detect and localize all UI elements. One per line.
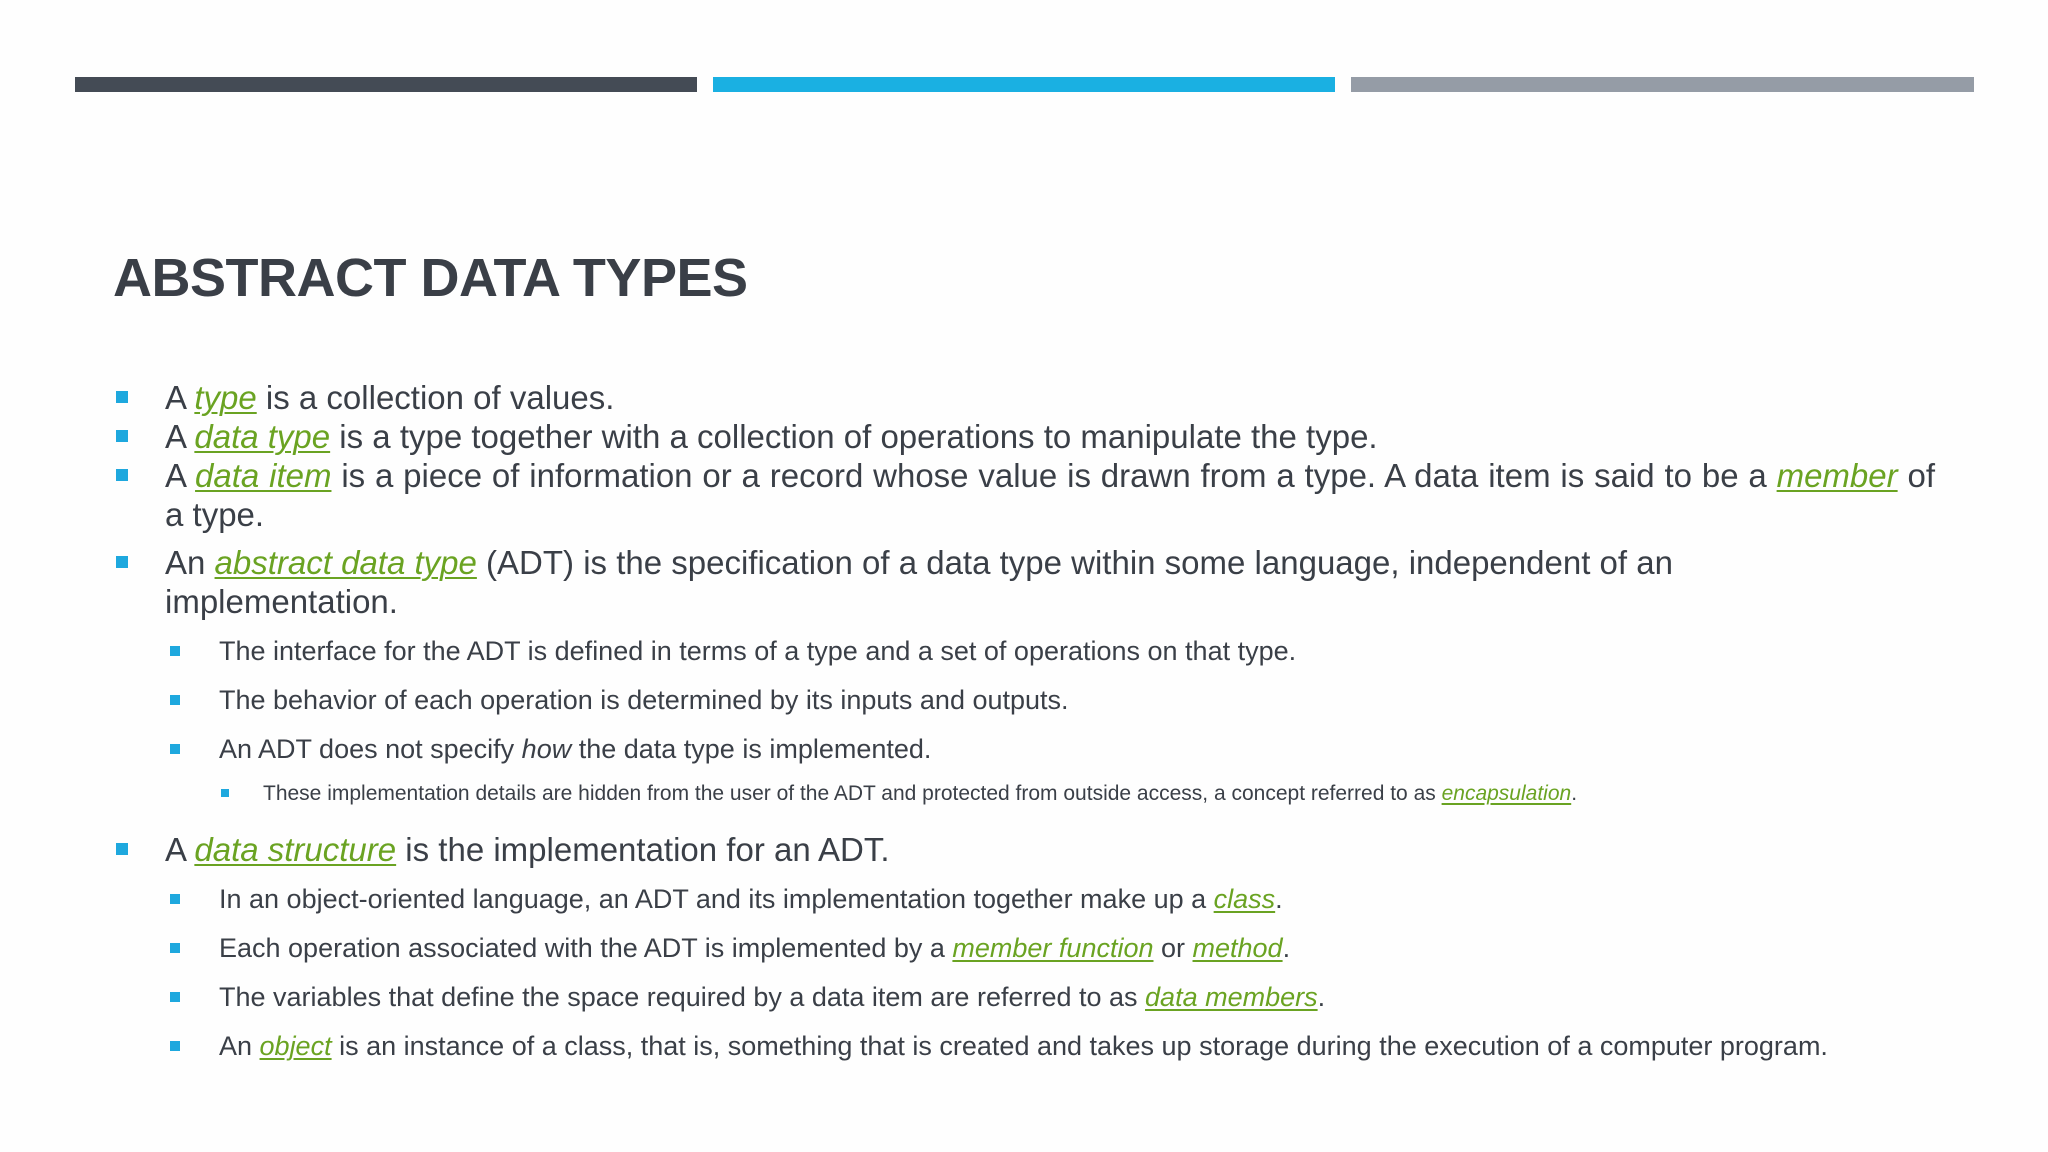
text: An	[219, 1031, 260, 1061]
bullet-marker	[170, 1041, 180, 1051]
sub-sub-bullet-encapsulation	[113, 780, 1935, 808]
header-bar-accent	[713, 77, 1335, 92]
sub-bullet-interface	[113, 635, 1935, 668]
text: A	[165, 457, 196, 494]
bullet-marker	[116, 556, 128, 568]
text: of a type.	[165, 457, 1935, 533]
sub-bullet-object	[113, 1030, 1935, 1063]
bullet-marker	[170, 646, 180, 656]
slide-body	[113, 378, 1935, 1063]
bullet-abstract-data-type	[113, 543, 1935, 621]
text: .	[1317, 982, 1326, 1012]
slide-title: ABSTRACT DATA TYPES	[113, 248, 748, 308]
sub-bullet-member-function	[113, 932, 1935, 965]
link-type[interactable]: type	[194, 379, 257, 416]
link-data-structure[interactable]: data structure	[194, 831, 397, 868]
text: is the implementation for an ADT.	[396, 831, 890, 868]
text: A	[165, 379, 195, 416]
bullet-data-item	[113, 456, 1935, 534]
text: The interface for the ADT is defined in terms of a type and a set of operations on that type.	[219, 636, 1297, 666]
text: is an instance of a class, that is, something that is created and takes up storage during the execution of a computer program.	[331, 1031, 1828, 1061]
text: The behavior of each operation is determined by its inputs and outputs.	[219, 685, 1069, 715]
link-object[interactable]: object	[259, 1031, 332, 1061]
text: An ADT does not specify	[219, 734, 522, 764]
bullet-data-type	[113, 417, 1935, 456]
link-data-type[interactable]: data type	[194, 418, 331, 455]
sub-bullet-class	[113, 883, 1935, 916]
sub-bullet-how	[113, 733, 1935, 766]
text: A	[165, 418, 195, 455]
text: .	[1275, 884, 1283, 914]
text: The variables that define the space required by a data item are referred to as	[219, 982, 1146, 1012]
emphasis-how: how	[521, 734, 572, 764]
bullet-data-structure	[113, 830, 1935, 869]
bullet-marker	[170, 894, 180, 904]
text: Each operation associated with the ADT is implemented by a	[219, 933, 953, 963]
link-abstract-data-type[interactable]: abstract data type	[214, 544, 477, 581]
link-member[interactable]: member	[1776, 457, 1898, 494]
bullet-marker	[116, 469, 128, 481]
link-data-members[interactable]: data members	[1145, 982, 1318, 1012]
text: .	[1571, 782, 1578, 805]
bullet-marker	[170, 695, 180, 705]
bullet-type	[113, 378, 1935, 417]
link-data-item[interactable]: data item	[195, 457, 332, 494]
text: In an object-oriented language, an ADT and its implementation together make up a	[219, 884, 1214, 914]
text: A	[165, 831, 195, 868]
text: An	[165, 544, 215, 581]
header-bar-gray	[1351, 77, 1974, 92]
text: .	[1282, 933, 1291, 963]
link-member-function[interactable]: member function	[952, 933, 1154, 963]
bullet-marker	[221, 789, 229, 797]
text: or	[1153, 933, 1193, 963]
text: These implementation details are hidden from the user of the ADT and protected from outside access, a concept referred to as	[263, 782, 1442, 805]
link-method[interactable]: method	[1192, 933, 1283, 963]
text: is a type together with a collection of operations to manipulate the type.	[330, 418, 1378, 455]
bullet-marker	[170, 943, 180, 953]
text: is a piece of information or a record whose value is drawn from a type. A data item is said to be a	[331, 457, 1777, 494]
text: (ADT) is the specification of a data type within some language, independent of an implementation.	[165, 544, 1673, 620]
text: is a collection of values.	[256, 379, 615, 416]
sub-bullet-data-members	[113, 981, 1935, 1014]
bullet-marker	[116, 430, 128, 442]
sub-bullet-behavior	[113, 684, 1935, 717]
link-encapsulation[interactable]: encapsulation	[1441, 782, 1572, 805]
link-class[interactable]: class	[1213, 884, 1276, 914]
bullet-marker	[116, 391, 128, 403]
bullet-marker	[170, 744, 180, 754]
bullet-marker	[116, 843, 128, 855]
header-bar-dark	[75, 77, 697, 92]
text: the data type is implemented.	[571, 734, 932, 764]
bullet-marker	[170, 992, 180, 1002]
